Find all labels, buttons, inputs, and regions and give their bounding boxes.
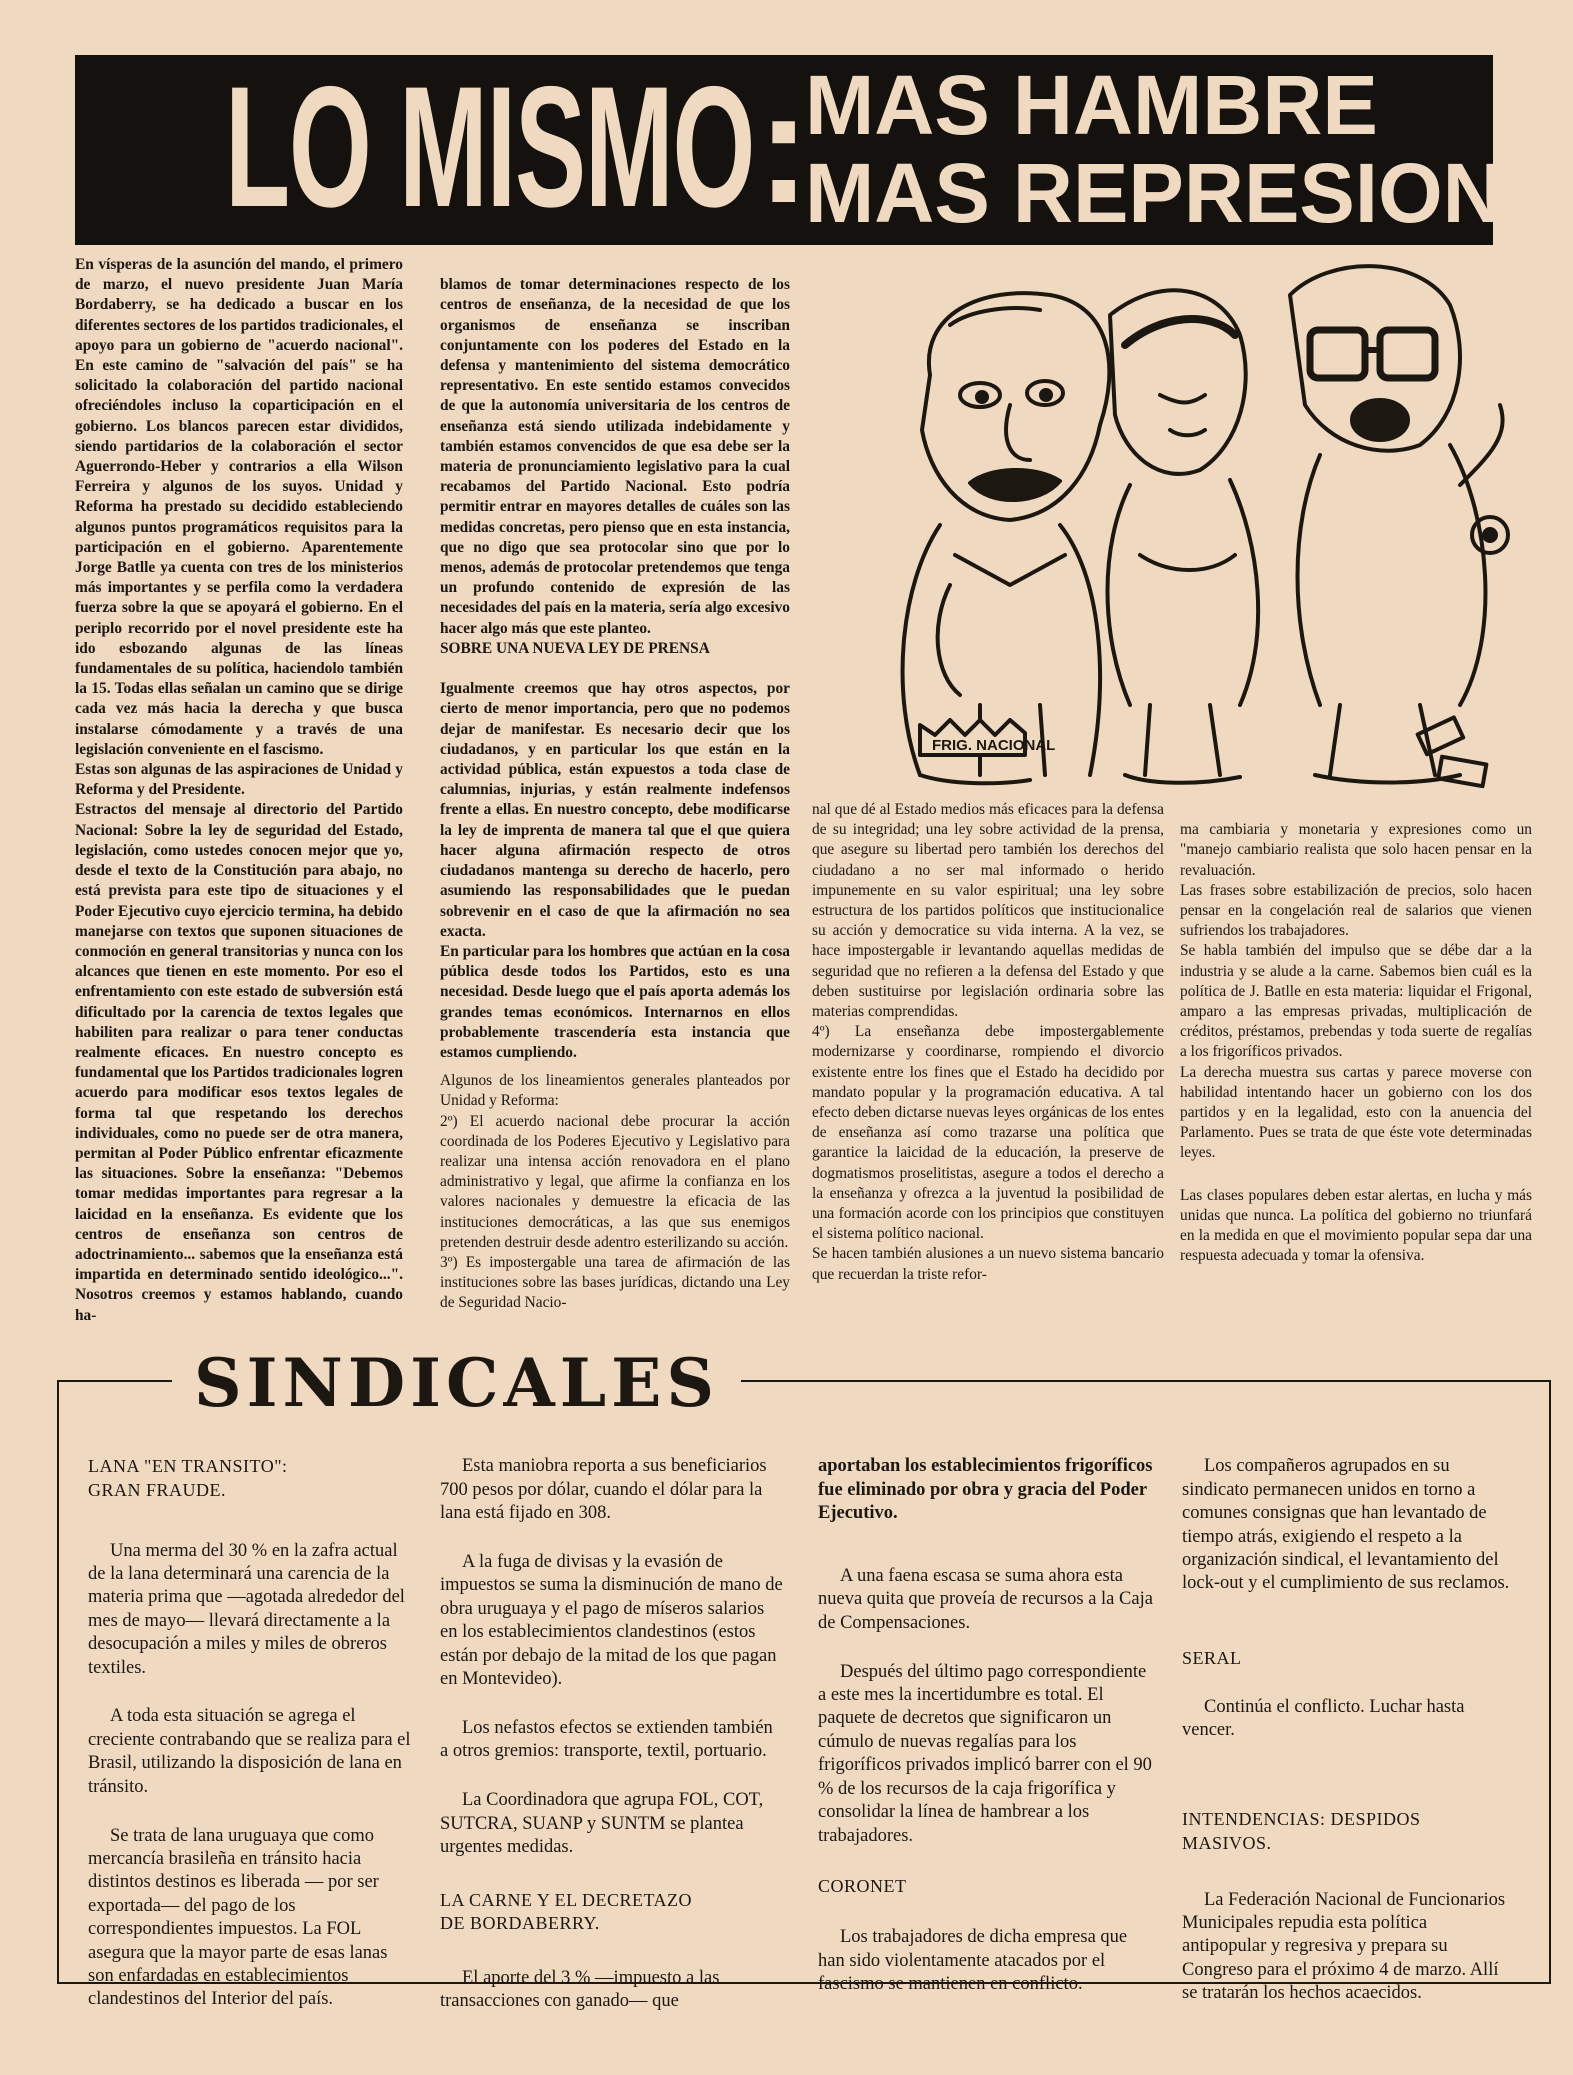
headline-right-line1: MAS HAMBRE — [805, 58, 1378, 152]
article-column-3: nal que dé al Estado medios más eficaces para la defensa de su integridad; una ley sobre actividad de la prensa, que asegure su libertad pero también los derechos del ciudadano a no ser mal informado o herido impunemente en su valor espiritual; una ley sobre estructura de los partidos políticos que institucionalice su acción y democratice su vida interna. A la vez, se hace impostergable ir levantando aquellas medidas de seguridad que no refieren a la defensa del Estado y que deben sustituirse por legislación ordinaria sobre las materias comprendidas. 4º) La enseñanza debe impostergablemente modernizarse y coordinarse, rompiendo el divorcio existente entre los fines que el Estado ha decidido por mandato popular y la programación educativa. A tal efecto deben dictarse nuevas leyes orgánicas de los entes de enseñanza así como trazarse una política que garantice la laicidad de la educación, la preserve de dogmatismos proselitistas, asegure a todos el derecho a la enseñanza y ofrezca a la juventud la posibilidad de una formación acorde con los principios que constituyen el sistema político nacional. Se hacen también alusiones a un nuevo sistema bancario que recuerdan la triste refor- — [812, 801, 1164, 1283]
paragraph: Los nefastos efectos se extienden también a otros gremios: transporte, textil, portuario. — [440, 1717, 773, 1762]
article-column-1: En vísperas de la asunción del mando, el primero de marzo, el nuevo presidente Juan María Bordaberry, se ha dedicado a buscar en los diferentes sectores de los partidos tradicionales, el apoyo para un gobierno de "acuerdo nacional". En este camino de "salvación del país" se ha solicitado la colaboración del partido nacional ofreciéndoles incluso la coparticipación en el gobierno. Los blancos parecen estar divididos, siendo partidarios de la colaboración el sector Aguerrondo-Heber y contrarios a ella Wilson Ferreira y algunos de los suyos. Unidad y Reforma ha prestado su decidido estableciendo algunos puntos programáticos requisitos para la participación en el gobierno. Aparentemente Jorge Batlle ya cuenta con tres de los ministerios más importantes y se perfila como la verdadera fuerza sobre la que se apoyará el gobierno. En el periplo recorrido por el novel presidente este ha ido esbozando algunas de las líneas fundamentales de su política, haciendolo también la 15. Todas ellas señalan un camino que se dirige cada vez más hacia la derecha y que busca instalarse cómodamente y a través de una legislación conveniente en el fascismo. Estas son algunas de las aspiraciones de Unidad y Reforma y del Presidente. Estractos del mensaje al directorio del Partido Nacional: Sobre la ley de seguridad del Estado, legislación, como ustedes conocen mejor que yo, desde el texto de la Constitución para abajo, no está prevista para este tipo de situaciones y el Poder Ejecutivo cuyo ejercicio termina, ha debido manejarse con textos que suponen situaciones de conmoción en general transitorias y nunca con los alcances que tienen en este momento. Por eso el enfrentamiento con este estado de subversión está dificultado por la carencia de textos legales que habiliten para realizar o para tener conductas realmente eficaces. En nuestro concepto es fundamental que los Partidos tradicionales logren acuerdo para modificar esos textos legales de forma tal que respetando los derechos individuales, como no puede ser de otra manera, permitan al Poder Público enfrentar eficazmente las situaciones. Sobre la enseñanza: "Debemos tomar medidas importantes para regresar a la laicidad en la enseñanza. Es evidente que los centros de enseñanza son centros de adoctrinamiento... sabemos que la enseñanza está impartida en determinado sentido ideológico...". Nosotros creemos y estamos hablando, cuando ha- — [75, 256, 403, 1324]
sindicales-column-3 — [818, 1432, 1153, 1994]
article-column-2-bold: blamos de tomar determinaciones respecto de los centros de enseñanza, de la necesidad de que los organismos de enseñanza se inscriban conjuntamente con los poderes del Estado en la defensa y mantenimiento del sistema democrático representativo. En este sentido estamos convecidos de que la autonomía universitaria de los centros de enseñanza está siendo utilizada indebidamente y también estamos convencidos de que esa debe ser la materia de pronunciamiento legislativo para la cual recabamos del Partido Nacional. Esto podría permitir entrar en mayores detalles de cuáles son las medidas concretas, pero pienso que en esta instancia, que no digo que sea protocolar sino que por lo menos, además de protocolar pretendemos que tenga un profundo contenido de expresión de las necesidades del país en la materia, sería algo excesivo hacer algo más que este planteo. — [440, 276, 790, 637]
article-column-4 — [1180, 800, 1532, 1335]
paragraph: La Coordinadora que agrupa FOL, COT, SUTCRA, SUANP y SUNTM se plantea urgentes medidas. — [440, 1790, 764, 1857]
article-column-2-bold-after: Igualmente creemos que hay otros aspectos, por cierto de menor importancia, pero que no podemos dejar de manifestar. Es necesario decir que los ciudadanos, y en particular los que están en la actividad pública, están expuestos a toda clase de calumnias, injurias, y están realmente indefensos frente a ellas. En nuestro concepto, debe modificarse la ley de imprenta de manera tal que el que quiera hacer alguna afirmación respecto de otros ciudadanos mantenga su derecho de hacerlo, pero asumiendo las responsabilidades que le puedan sobrevenir en el caso de que la afirmación no sea exacta. En particular para los hombres que actúan en la cosa pública desde todos los Partidos, esto es una necesidad. Desde luego que el país aporta además los grandes temas económicos. Internarnos en ellos probablemente trascendería esta instancia que estamos cumpliendo. — [440, 680, 790, 1061]
paragraph: Después del último pago correspondiente a este mes la incertidumbre es total. El paquete de decretos que significaron un cúmulo de nuevas regalías para los frigoríficos privados implicó barrer con el 90 % de los recursos de la caja frigorífica y consolidar la línea de hambrear a los trabajadores. — [818, 1661, 1152, 1846]
paragraph: La Federación Nacional de Funcionarios Municipales repudia esta política antipopular y regresiva y prepara su Congreso para el próximo 4 de marzo. Allí se tratarán los hechos acaecidos. — [1182, 1889, 1506, 2004]
paragraph: Esta maniobra reporta a sus beneficiarios 700 pesos por dólar, cuando el dólar para la lana está fijado en 308. — [440, 1456, 767, 1524]
headline-right-line2: MAS REPRESION — [805, 146, 1503, 240]
paragraph: Una merma del 30 % en la zafra actual de la lana determinará una carencia de la materia prima que —agotada alrededor del mes de mayo— llevará directamente a la desocupación a miles y miles de obreros textiles. — [88, 1540, 405, 1678]
paragraph: A la fuga de divisas y la evasión de impuestos se suma la disminución de mano de obra uruguaya y el pago de míseros salarios en los establecimientos clandestinos (estos están por debajo de la mitad de los que pagan en Montevideo). — [440, 1552, 783, 1690]
heading-carne: LA CARNE Y EL DECRETAZO DE BORDABERRY. — [440, 1889, 693, 1934]
paragraph: Los compañeros agrupados en su sindicato permanecen unidos en torno a comunes consignas que han levantado de tiempo atrás, exigiendo el respeto a la organización sindical, el levantamiento del lock-out y el cumplimiento de sus reclamos. — [1182, 1456, 1510, 1594]
paragraph: A una faena escasa se suma ahora esta nueva quita que proveía de recursos a la Caja de Compensaciones. — [818, 1566, 1153, 1633]
cartoon-caption: FRIG. NACIONAL — [932, 737, 1056, 754]
paragraph: Se trata de lana uruguaya que como mercancía brasileña en tránsito hacia distintos destinos es liberada — por ser exportada— del pago de los correspondientes impuestos. La FOL asegura que la mayor parte de esas lanas son enfardadas en establecimientos clandestinos del Interior del país. — [88, 1825, 388, 2010]
headline-colon: : — [757, 57, 811, 236]
paragraph: Los trabajadores de dicha empresa que han sido violentamente atacados por el fascismo se mantienen en conflicto. — [818, 1927, 1128, 1994]
headline-right — [805, 58, 1503, 240]
paragraph: El aporte del 3 % —impuesto a las transacciones con ganado— que — [440, 1967, 720, 2012]
political-cartoon — [860, 255, 1520, 795]
sindicales-column-4 — [1182, 1432, 1512, 2004]
paragraph: A toda esta situación se agrega el creciente contrabando que se realiza para el Brasil, utilizando la disposición de lana en tránsito. — [88, 1706, 411, 1797]
paragraph: aportaban los establecimientos frigoríficos fue eliminado por obra y gracia del Poder Ejecutivo. — [818, 1456, 1153, 1524]
sindicales-column-1 — [88, 1432, 413, 2010]
article-column-2-plain: Algunos de los lineamientos generales planteados por Unidad y Reforma: 2º) El acuerdo nacional debe procurar la acción coordinada de los Poderes Ejecutivo y Legislativo para realizar una intensa acción renovadora en el plano administrativo y legal, que afirme la confianza en los valores nacionales y demuestre la eficacia de las instituciones democráticas, a las que sus enemigos pretenden destruir desde adentro esterilizando su acción. 3º) Es impostergable una tarea de afirmación de las instituciones sobre las bases jurídicas, dictando una Ley de Seguridad Nacio- — [440, 1072, 790, 1312]
article-column-4-body: ma cambiaria y monetaria y expresiones como un "manejo cambiario realista que solo hacen pensar en la revaluación. Las frases sobre estabilización de precios, solo hacen pensar en la congelación real de salarios que vienen sufriendos los trabajadores. Se habla también del impulso que se débe dar a la industria y se alude a la carne. Sabemos bien cuál es la política de J. Batlle en esta materia: liquidar el Frigonal, amparo a las empresas privadas, multiplicación de créditos, préstamos, prebendas y toda suerte de regalías a los frigoríficos privados. La derecha muestra sus cartas y parece moverse con habilidad intentando hacer un gobierno con los dos partidos y en la legalidad, esto con la anuencia del Parlamento. Pues se trata de que éste vote determinadas leyes. — [1180, 821, 1532, 1162]
article-column-2 — [440, 255, 790, 1335]
heading-lana: LANA "EN TRANSITO": GRAN FRAUDE. — [88, 1456, 288, 1500]
heading-intendencias: INTENDENCIAS: DESPIDOS MASIVOS. — [1182, 1809, 1421, 1853]
heading-coronet: CORONET — [818, 1876, 907, 1897]
paragraph: Continúa el conflicto. Luchar hasta vencer. — [1182, 1697, 1465, 1741]
sindicales-title: SINDICALES — [172, 1343, 741, 1423]
headline-left: LO MISMO — [225, 51, 755, 243]
article-column-4-closing: Las clases populares deben estar alertas, en lucha y más unidas que nunca. La política del gobierno no triunfará en la medida en que el movimiento popular sepa dar una respuesta adecuada y tomar la ofensiva. — [1180, 1186, 1532, 1265]
headline-banner — [75, 51, 1503, 245]
heading-seral: SERAL — [1182, 1648, 1242, 1669]
sindicales-column-2 — [440, 1432, 785, 2012]
subheading-prensa: SOBRE UNA NUEVA LEY DE PRENSA — [440, 639, 710, 657]
